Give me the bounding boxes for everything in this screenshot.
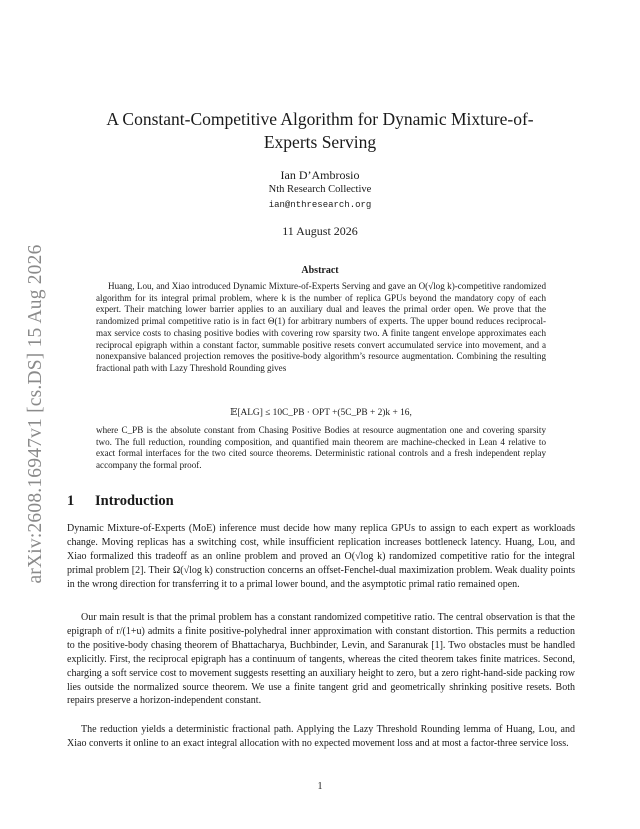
display-equation: 𝔼[ALG] ≤ 10C_PB · OPT +(5C_PB + 2)k + 16,: [230, 408, 412, 418]
body-paragraph-3: The reduction yields a deterministic fractional path. Applying the Lazy Threshold Rounding lemma of Huang, Lou, and Xiao converts it online to an exact integral allocation with no expected movement loss and at most a factor-three service loss.: [67, 724, 575, 749]
author-affiliation: Nth Research Collective: [268, 184, 372, 195]
paper-page: arXiv:2608.16947v1 [cs.DS] 15 Aug 2026 A Constant-Competitive Algorithm for Dynamic Mixture-of-Experts Serving Ian D’Ambrosio Nth Research Collective ian@nthresearch.org 11 August 2026 Abstract Huang, Lou, and Xiao introduced Dynamic Mixture-of-Experts Serving and gave an O(√log k)-competitive randomized algorithm for its integral primal problem, where k is the number of replica GPUs beyond the mandatory copy of each expert. Their matching lower barrier applies to an auxiliary dual and leaves the primal order open. We prove that the randomized primal competitive ratio is in fact Θ(1) for arbitrary numbers of experts. The upper bound reduces reciprocal-max service costs to chasing positive bodies with covering row sparsity two. A finite tangent envelope approximates each reciprocal epigraph within a constant factor, summable positive resets convert accumulated service into movement, and a nonexpansive balanced projection removes the positive-body algorithm’s resource augmentation. Combining the resulting fractional path with Lazy Threshold Rounding gives 𝔼[ALG] ≤ 10C_PB · OPT +(5C_PB + 2)k + 16, where C_PB is the absolute constant from Chasing Positive Bodies at resource augmentation one and covering sparsity two. The full reduction, rounding composition, and quantified main theorem are machine-checked in Lean 4 relative to exact formal interfaces for the two cited source theorems. Deterministic rational controls and a fresh independent replay accompany the formal proof. 1 Introduction Dynamic Mixture-of-Experts (MoE) inference must decide how many replica GPUs to assign to each expert as workloads change. Moving replicas has a switching cost, while insufficient replication increases bottleneck latency. Huang, Lou, and Xiao formalized this tradeoff as an online problem and proved an O(√log k) randomized competitive ratio for the integral primal problem [2]. Their Ω(√log k) construction concerns an offset-Fenchel-dual maximization problem. Weak duality points in the wrong direction for transferring it to a primal lower bound, and the asymptotic primal ratio remained open. Our main result is that the primal problem has a constant randomized competitive ratio. The central observation is that the epigraph of r/(1+u) admits a finite positive-polyhedral inner approximation with constant distortion. This permits a reduction to the positive-body chasing theorem of Bhattacharya, Buchbinder, Levin, and Saranurak [1]. Two obstacles must be handled explicitly. First, the reciprocal epigraph has a continuum of tangents, whereas the cited theorem takes finite matrices. Second, charging a soft service cost to movement suggests resetting an auxiliary height to zero, but a zero right-hand-side packing row lies outside the normalized source theorem. We use a finite tangent grid and geometrically shrinking positive resets. Both repairs preserve a horizon-independent constant. The reduction yields a deterministic fractional path. Applying the Lazy Threshold Rounding lemma of Huang, Lou, and Xiao converts it online to an exact integral allocation with no expected movement loss and at most a factor-three service loss. 1: [0, 0, 640, 829]
paper-date: 11 August 2026: [282, 224, 358, 238]
section-title: Introduction: [95, 493, 174, 509]
page-number: 1: [317, 781, 323, 792]
abstract-paragraph-1: Huang, Lou, and Xiao introduced Dynamic Mixture-of-Experts Serving and gave an O(√log k)-competitive randomized algorithm for its integral primal problem, where k is the number of replica GPUs beyond the mandatory copy of each expert. Their matching lower barrier applies to an auxiliary dual and leaves the primal order open. We prove that the randomized primal competitive ratio is in fact Θ(1) for arbitrary numbers of experts. The upper bound reduces reciprocal-max service costs to chasing positive bodies with covering row sparsity two. A finite tangent envelope approximates each reciprocal epigraph within a constant factor, summable positive resets convert accumulated service into movement, and a nonexpansive balanced projection removes the positive-body algorithm’s resource augmentation. Combining the resulting fractional path with Lazy Threshold Rounding gives: [96, 281, 546, 373]
abstract-heading: Abstract: [301, 265, 339, 276]
paper-title: A Constant-Competitive Algorithm for Dynamic Mixture-of-Experts Serving: [106, 109, 534, 152]
author-email: ian@nthresearch.org: [268, 200, 372, 210]
body-paragraph-2: Our main result is that the primal problem has a constant randomized competitive ratio. The central observation is that the epigraph of r/(1+u) admits a finite positive-polyhedral inner approximation with constant distortion. This permits a reduction to the positive-body chasing theorem of Bhattacharya, Buchbinder, Levin, and Saranurak [1]. Two obstacles must be handled explicitly. First, the reciprocal epigraph has a continuum of tangents, whereas the cited theorem takes finite matrices. Second, charging a soft service cost to movement suggests resetting an auxiliary height to zero, but a zero right-hand-side packing row lies outside the normalized source theorem. We use a finite tangent grid and geometrically shrinking positive resets. Both repairs preserve a horizon-independent constant.: [67, 612, 575, 707]
section-heading: [67, 493, 174, 510]
body-paragraph-1: Dynamic Mixture-of-Experts (MoE) inference must decide how many replica GPUs to assign to each expert as workloads change. Moving replicas has a switching cost, while insufficient replication increases bottleneck latency. Huang, Lou, and Xiao formalized this tradeoff as an online problem and proved an O(√log k) randomized competitive ratio for the integral primal problem [2]. Their Ω(√log k) construction concerns an offset-Fenchel-dual maximization problem. Weak duality points in the wrong direction for transferring it to a primal lower bound, and the asymptotic primal ratio remained open.: [67, 523, 575, 590]
author-name: Ian D’Ambrosio: [280, 168, 360, 182]
abstract-paragraph-2: where C_PB is the absolute constant from Chasing Positive Bodies at resource augmentation one and covering sparsity two. The full reduction, rounding composition, and quantified main theorem are machine-checked in Lean 4 relative to exact formal interfaces for the two cited source theorems. Deterministic rational controls and a fresh independent replay accompany the formal proof.: [96, 425, 546, 471]
section-number: 1: [67, 493, 75, 509]
